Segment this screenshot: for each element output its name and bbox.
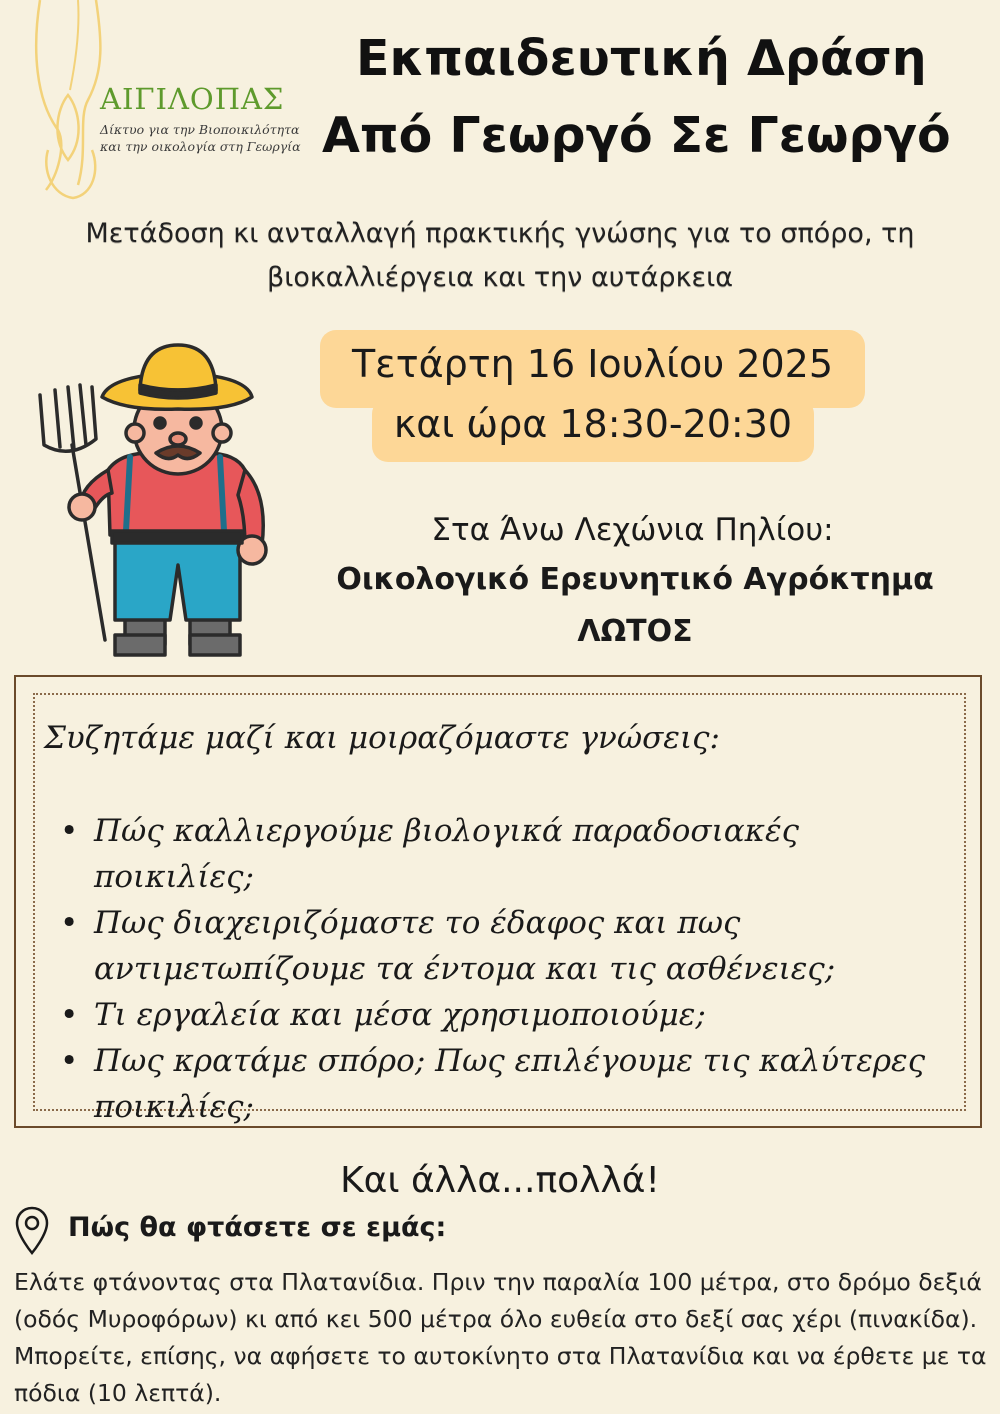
event-date: Τετάρτη 16 Ιουλίου 2025 bbox=[351, 342, 834, 386]
topics-heading: Συζητάμε μαζί και μοιραζόμαστε γνώσεις: bbox=[44, 720, 720, 756]
more-text: Και άλλα...πολλά! bbox=[340, 1160, 660, 1201]
page-title: Από Γεωργό Σε Γεωργό bbox=[322, 107, 951, 164]
location-intro: Στα Άνω Λεχώνια Πηλίου: bbox=[431, 512, 834, 548]
page-title: Εκπαιδευτική Δράση bbox=[356, 30, 927, 87]
list-item: • Πώς καλλιεργούμε βιολογικά παραδοσιακές ποικιλίες; bbox=[60, 808, 965, 900]
location-name: Οικολογικό Ερευνητικό Αγρόκτημα bbox=[336, 562, 934, 597]
directions-heading: Πώς θα φτάσετε σε εμάς: bbox=[68, 1212, 447, 1243]
list-item: • Πως διαχειριζόμαστε το έδαφος και πως αντιμετωπίζουμε τα έντομα και τις ασθένειες; bbox=[60, 900, 965, 992]
directions-text: Ελάτε φτάνοντας στα Πλατανίδια. Πριν την παραλία 100 μέτρα, στο δρόμο δεξιά (οδός Μυροφόρων) κι από κει 500 μέτρα όλο ευθεία στο δεξί σας χέρι (πινακίδα). Μπορείτε, επίσης, να αφήσετε το αυτοκίνητο στα Πλατανίδια και να έρθετε με τα πόδια (10 λεπτά). bbox=[14, 1268, 987, 1407]
logo-tagline: Δίκτυο για την Βιοποικιλότητα bbox=[100, 122, 300, 137]
topics-list bbox=[60, 808, 965, 1130]
logo-tagline: και την οικολογία στη Γεωργία bbox=[100, 139, 301, 154]
subtitle: Μετάδοση κι ανταλλαγή πρακτικής γνώσης για το σπόρο, τη βιοκαλλιέργεια και την αυτάρκεια bbox=[85, 218, 915, 293]
location-name: ΛΩΤΟΣ bbox=[577, 614, 693, 649]
logo-name: ΑΙΓΙΛΟΠΑΣ bbox=[100, 82, 285, 116]
list-item: • Πως κρατάμε σπόρο; Πως επιλέγουμε τις καλύτερες ποικιλίες; bbox=[60, 1038, 965, 1130]
event-time: και ώρα 18:30-20:30 bbox=[393, 402, 793, 446]
list-item: • Τι εργαλεία και μέσα χρησιμοποιούμε; bbox=[60, 992, 965, 1038]
farmer-with-pitchfork-icon bbox=[30, 335, 270, 665]
location-pin-icon bbox=[14, 1205, 50, 1257]
logo bbox=[18, 0, 308, 200]
